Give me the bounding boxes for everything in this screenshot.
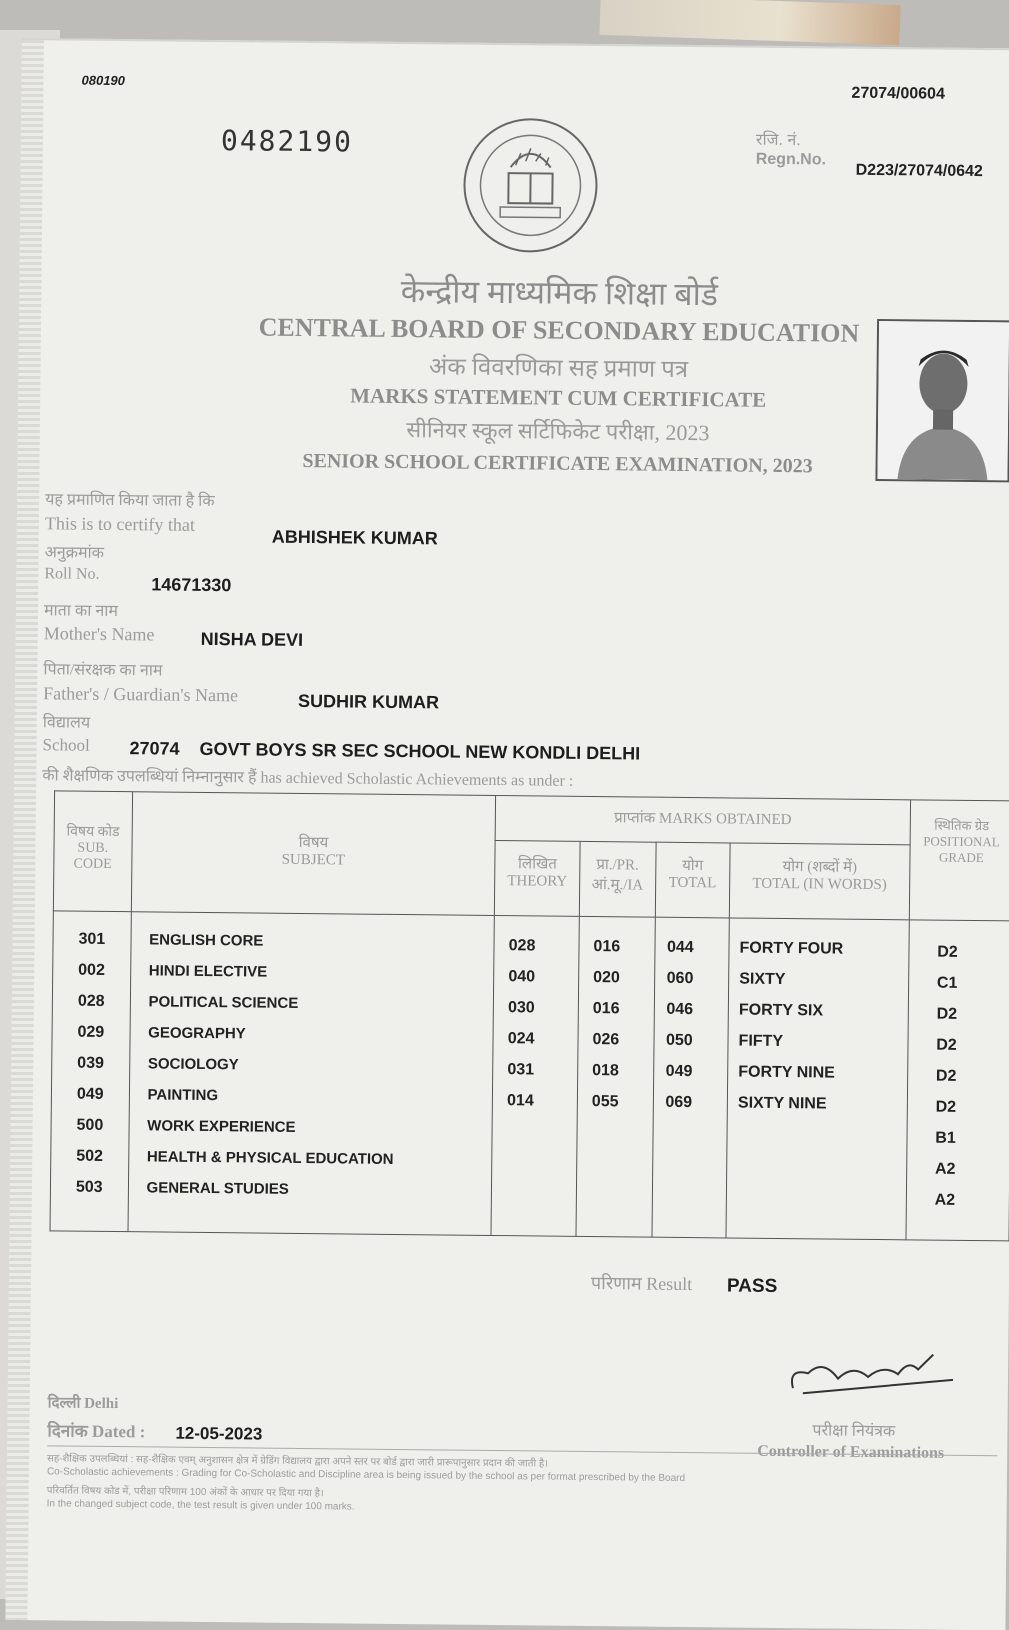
header-total-hindi: योग	[656, 855, 730, 876]
practical-marks	[591, 1148, 652, 1180]
roll-label: Roll No.	[44, 565, 99, 584]
header-marks-hindi: प्राप्तांक	[614, 810, 655, 826]
subject-name: HINDI ELECTIVE	[149, 955, 494, 990]
certify-label: This is to certify that	[45, 513, 195, 536]
header-grade-hindi: स्थितिक ग्रेड	[911, 815, 1009, 834]
total-marks	[665, 1149, 727, 1181]
controller-title-hindi: परीक्षा नियंत्रक	[812, 1418, 895, 1441]
school-label: School	[42, 735, 89, 755]
positional-grade: D2	[936, 1061, 1009, 1093]
theory-marks: 028	[509, 930, 579, 962]
total-in-words	[737, 1150, 906, 1183]
dated-label-hindi: दिनांक	[47, 1421, 88, 1440]
subject-code: 301	[53, 923, 130, 955]
subject-name: HEALTH & PHYSICAL EDUCATION	[147, 1141, 492, 1176]
header-grade-label: POSITIONAL GRADE	[910, 833, 1009, 866]
header-total	[655, 842, 730, 918]
total-marks: 069	[665, 1087, 727, 1119]
subjects-column	[128, 912, 495, 1236]
board-name-hindi: केन्द्रीय माध्यमिक शिक्षा बोर्ड	[179, 267, 939, 318]
roll-label-hindi: अनुक्रमांक	[45, 540, 105, 563]
regn-label-hindi: रजि. नं.	[756, 128, 801, 150]
header-total-words-label: TOTAL (IN WORDS)	[730, 875, 909, 894]
header-ia-label: आं.मू./IA	[580, 874, 655, 895]
footnote-cosch: Co-Scholastic achievements : Grading for Co-Scholastic and Discipline area is being issued by the school as per format prescribed by the Board	[47, 1466, 685, 1484]
school-label-hindi: विद्यालय	[43, 710, 91, 732]
total-in-words: FORTY NINE	[738, 1057, 907, 1090]
subject-name: WORK EXPERIENCE	[147, 1110, 492, 1145]
practical-marks: 016	[593, 931, 654, 963]
father-label-hindi: पिता/संरक्षक का नाम	[43, 657, 162, 680]
result-label-english: Result	[646, 1274, 692, 1294]
positional-grade: D2	[936, 999, 1009, 1031]
subject-code: 049	[52, 1078, 129, 1110]
total-in-words	[737, 1181, 906, 1214]
total-marks: 050	[666, 1025, 728, 1057]
total-in-words: FORTY FOUR	[739, 933, 908, 966]
marks-certificate	[5, 38, 1009, 1630]
positional-grade: A2	[935, 1185, 1009, 1217]
subject-code: 002	[53, 954, 130, 986]
school-name: GOVT BOYS SR SEC SCHOOL NEW KONDLI DELHI	[199, 739, 640, 765]
total-marks	[665, 1118, 727, 1150]
header-total-words-hindi: योग (शब्दों में)	[730, 855, 909, 877]
positional-grade: D2	[935, 1092, 1009, 1124]
father-label: Father's / Guardian's Name	[43, 683, 238, 706]
certificate-number: 0482190	[221, 124, 353, 158]
positional-grade: D2	[937, 937, 1009, 969]
controller-title: Controller of Examinations	[757, 1443, 944, 1463]
header-sub-code-label: SUB. CODE	[65, 840, 120, 873]
header-theory-hindi: लिखित	[495, 853, 579, 874]
board-name: CENTRAL BOARD OF SECONDARY EDUCATION	[179, 312, 939, 350]
result-value: PASS	[727, 1275, 778, 1298]
header-marks-label: MARKS OBTAINED	[659, 811, 792, 828]
regn-number: D223/27074/0642	[856, 162, 983, 181]
header-sub-code-hindi: विषय कोड	[55, 821, 132, 841]
exam-title-hindi: सीनियर स्कूल सर्टिफिकेट परीक्षा, 2023	[178, 412, 938, 450]
header-theory-label: THEORY	[495, 873, 579, 891]
subject-name: ENGLISH CORE	[149, 924, 494, 959]
footnote-cosch-hindi: सह-शैक्षिक उपलब्धियां : सह-शैक्षिक एवम् अनुशासन क्षेत्र में ग्रेडिंग विद्यालय द्वारा अपने स्तर पर बोर्ड द्वारा जारी प्रारूपानुसार प्रदान की जाती है।	[47, 1450, 548, 1469]
codes-column	[50, 911, 131, 1232]
header-subject-hindi: विषय	[132, 830, 495, 854]
theory-marks: 030	[508, 992, 578, 1024]
dated-label-english: Dated :	[92, 1422, 146, 1442]
subject-code: 028	[53, 985, 130, 1017]
place	[48, 1392, 119, 1413]
total-in-words: FIFTY	[738, 1026, 907, 1059]
roll-number: 14671330	[151, 574, 231, 596]
total-in-words: SIXTY	[739, 964, 908, 997]
practical-marks: 020	[593, 962, 654, 994]
practical-marks	[591, 1179, 652, 1211]
dated-label	[47, 1418, 145, 1442]
subject-code: 039	[52, 1047, 129, 1079]
result-label-hindi: परिणाम	[591, 1273, 642, 1294]
theory-marks	[506, 1147, 576, 1179]
header-subject-label: SUBJECT	[132, 850, 495, 871]
document-title: MARKS STATEMENT CUM CERTIFICATE	[178, 382, 938, 415]
subject-code: 503	[51, 1171, 128, 1203]
cbse-logo	[460, 115, 601, 256]
grade-column	[906, 920, 1009, 1241]
practical-marks: 055	[592, 1086, 653, 1118]
positional-grade: A2	[935, 1154, 1009, 1186]
subject-name: GENERAL STUDIES	[146, 1172, 491, 1207]
total-marks: 049	[666, 1056, 728, 1088]
header-theory	[495, 841, 581, 917]
theory-marks	[506, 1178, 576, 1210]
serial-number: 080190	[81, 73, 125, 88]
total-marks: 044	[667, 932, 729, 964]
total-marks	[664, 1180, 726, 1212]
certify-label-hindi: यह प्रमाणित किया जाता है कि	[45, 487, 215, 511]
practical-column	[576, 916, 655, 1237]
header-marks-obtained	[495, 796, 910, 845]
total-in-words: FORTY SIX	[739, 995, 908, 1028]
result-label	[591, 1271, 692, 1296]
student-name: ABHISHEK KUMAR	[272, 527, 438, 550]
marks-table	[50, 790, 1009, 1241]
total-in-words: SIXTY NINE	[738, 1088, 907, 1121]
mother-label-hindi: माता का नाम	[44, 598, 118, 621]
achievements-intro: की शैक्षणिक उपलब्धियां निम्नानुसार हैं has achieved Scholastic Achievements as under :	[42, 763, 573, 791]
total-marks: 046	[666, 994, 728, 1026]
header-subject	[131, 792, 496, 916]
document-title-hindi: अंक विवरणिका सह प्रमाण पत्र	[178, 347, 938, 388]
subject-code: 500	[51, 1109, 128, 1141]
background-paper	[599, 0, 900, 45]
subject-name: SOCIOLOGY	[148, 1048, 493, 1083]
practical-marks: 016	[593, 993, 654, 1025]
header-total-label: TOTAL	[656, 875, 730, 893]
mother-label: Mother's Name	[44, 623, 155, 645]
theory-marks: 024	[508, 1023, 578, 1055]
theory-marks	[507, 1116, 577, 1148]
subject-name: GEOGRAPHY	[148, 1017, 493, 1052]
subject-name: POLITICAL SCIENCE	[148, 986, 493, 1021]
school-code: 27074	[129, 738, 179, 760]
place-hindi: दिल्ली	[48, 1395, 81, 1411]
school-roll-code: 27074/00604	[851, 85, 945, 104]
positional-grade: B1	[935, 1123, 1009, 1155]
positional-grade: D2	[936, 1030, 1009, 1062]
positional-grade: C1	[937, 968, 1009, 1000]
header-practical-label: प्रा./PR.	[580, 854, 655, 875]
total-in-words	[737, 1119, 906, 1152]
practical-marks: 018	[592, 1055, 653, 1087]
issue-date: 12-05-2023	[175, 1424, 262, 1445]
total-column	[651, 917, 729, 1238]
subject-code: 029	[52, 1016, 129, 1048]
theory-marks: 040	[508, 961, 578, 993]
place-english: Delhi	[84, 1396, 118, 1412]
total-marks: 060	[667, 963, 729, 995]
footnote-subject-hindi: परिवर्तित विषय कोड में, परीक्षा परिणाम 100 अंकों के आधार पर दिया गया है।	[47, 1482, 324, 1499]
student-photo	[875, 319, 1009, 482]
header-sub-code	[53, 791, 132, 912]
header-practical	[579, 841, 655, 917]
total-words-column	[726, 918, 909, 1240]
theory-marks: 031	[507, 1054, 577, 1086]
practical-marks: 026	[592, 1024, 653, 1056]
subject-code: 502	[51, 1140, 128, 1172]
mother-name: NISHA DEVI	[201, 629, 304, 651]
regn-label: Regn.No.	[756, 151, 826, 170]
practical-marks	[591, 1117, 652, 1149]
header-total-words	[729, 843, 910, 920]
father-name: SUDHIR KUMAR	[298, 691, 439, 713]
theory-column	[491, 915, 579, 1236]
header-grade	[909, 800, 1009, 921]
controller-signature	[783, 1348, 964, 1420]
footnote-subject: In the changed subject code, the test result is given under 100 marks.	[47, 1498, 355, 1512]
theory-marks: 014	[507, 1085, 577, 1117]
exam-title: SENIOR SCHOOL CERTIFICATE EXAMINATION, 2023	[177, 449, 937, 480]
subject-name: PAINTING	[147, 1079, 492, 1114]
